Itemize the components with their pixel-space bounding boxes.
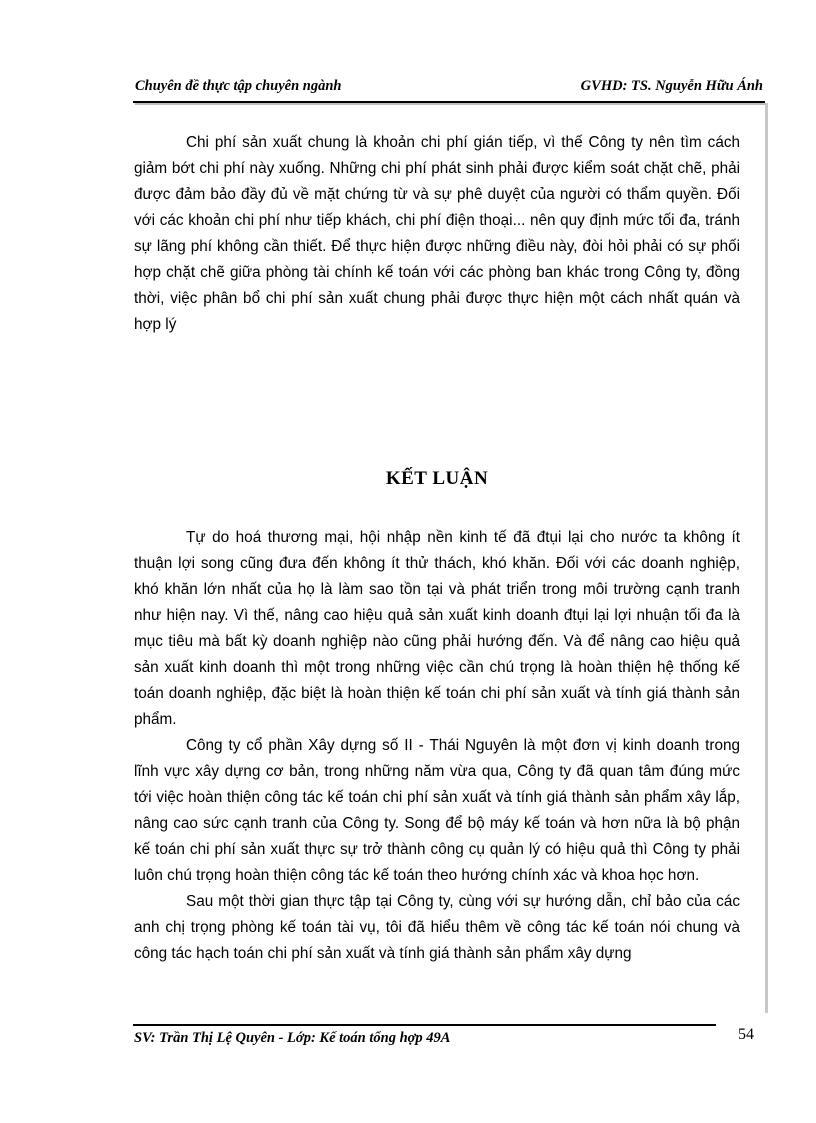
footer-divider <box>133 1024 716 1026</box>
page-shadow <box>765 103 768 1013</box>
conclusion-section <box>134 525 740 967</box>
header-divider <box>133 101 765 103</box>
section-title: KẾT LUẬN <box>385 468 489 489</box>
intro-section <box>134 130 740 338</box>
footer-student-info: SV: Trần Thị Lệ Quyên - Lớp: Kế toán tổng hợp 49A <box>134 1030 451 1046</box>
conclusion-paragraph: Sau một thời gian thực tập tại Công ty, cùng với sự hướng dẫn, chỉ bảo của các anh chị trọng phòng kế toán tài vụ, tôi đã hiểu thêm về công tác kế toán nói chung và công tác hạch toán chi phí sản xuất và tính giá thành sản phẩm xây dựng <box>134 893 740 962</box>
conclusion-paragraph: Công ty cổ phần Xây dựng số II - Thái Nguyên là một đơn vị kinh doanh trong lĩnh vực xây dựng cơ bản, trong những năm vừa qua, Công ty đã quan tâm đúng mức tới việc hoàn thiện công tác kế toán chi phí sản xuất và tính giá thành sản phẩm xây lắp, nâng cao sức cạnh tranh của Công ty. Song để bộ máy kế toán và hơn nữa là bộ phận kế toán chi phí sản xuất thực sự trở thành công cụ quản lý có hiệu quả thì Công ty phải luôn chú trọng hoàn thiện công tác kế toán theo hướng chính xác và khoa học hơn. <box>134 737 740 884</box>
page-number: 54 <box>738 1026 754 1043</box>
page-header <box>133 74 763 100</box>
header-course-title: Chuyên đề thực tập chuyên ngành <box>135 78 342 94</box>
conclusion-paragraph: Tự do hoá thương mại, hội nhập nền kinh tế đã đtụi lại cho nước ta không ít thuận lợi song cũng đưa đến không ít thử thách, khó khăn. Đối với các doanh nghiệp, khó khăn lớn nhất của họ là làm sao tồn tại và phát triển trong môi trường cạnh tranh như hiện nay. Vì thế, nâng cao hiệu quả sản xuất kinh doanh đtụi lại lợi nhuận tối đa là mục tiêu mà bất kỳ doanh nghiệp nào cũng phải hướng đến. Và để nâng cao hiệu quả sản xuất kinh doanh thì một trong những việc cần chú trọng là hoàn thiện hệ thống kế toán doanh nghiệp, đặc biệt là hoàn thiện kế toán chi phí sản xuất và tính giá thành sản phẩm. <box>134 529 740 728</box>
intro-paragraph: Chi phí sản xuất chung là khoản chi phí gián tiếp, vì thế Công ty nên tìm cách giảm bớt chi phí này xuống. Những chi phí phát sinh phải được kiểm soát chặt chẽ, phải được đảm bảo đầy đủ về mặt chứng từ và sự phê duyệt của người có thẩm quyền. Đối với các khoản chi phí như tiếp khách, chi phí điện thoại... nên quy định mức tối đa, tránh sự lãng phí không cần thiết. Để thực hiện được những điều này, đòi hỏi phải có sự phối hợp chặt chẽ giữa phòng tài chính kế toán với các phòng ban khác trong Công ty, đồng thời, việc phân bổ chi phí sản xuất chung phải được thực hiện một cách nhất quán và hợp lý <box>134 134 740 333</box>
header-advisor: GVHD: TS. Nguyễn Hữu Ánh <box>580 78 763 94</box>
